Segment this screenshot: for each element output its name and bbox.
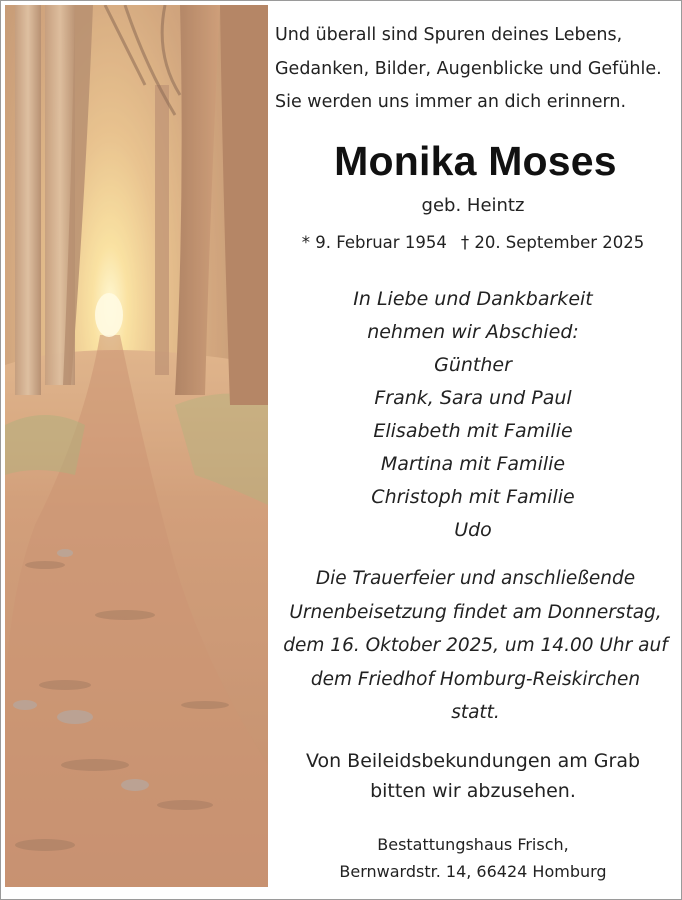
farewell-line: In Liebe und Dankbarkeit xyxy=(353,288,593,310)
life-dates xyxy=(270,229,676,257)
mourner: Frank, Sara und Paul xyxy=(374,387,572,409)
mourner: Christoph mit Familie xyxy=(371,486,575,508)
birth-date: * 9. Februar 1954 xyxy=(301,233,447,252)
notice-text xyxy=(270,1,681,899)
service-line: Die Trauerfeier und anschließende xyxy=(315,568,636,589)
service-line: dem 16. Oktober 2025, um 14.00 Uhr auf xyxy=(283,635,668,656)
motto-line: Gedanken, Bilder, Augenblicke und Gefühle. xyxy=(275,58,662,79)
undertaker-address xyxy=(270,831,676,885)
mourner: Udo xyxy=(454,519,492,541)
service-line: Urnenbeisetzung findet am Donnerstag, xyxy=(289,601,662,623)
mourner: Günther xyxy=(434,354,512,376)
motto-line: Und überall sind Spuren deines Lebens, xyxy=(275,25,623,45)
service-line: statt. xyxy=(451,702,500,723)
undertaker-line: Bestattungshaus Frisch, xyxy=(377,835,569,854)
condolence-line: Von Beileidsbekundungen am Grab xyxy=(305,750,641,772)
funeral-service-info xyxy=(270,562,681,730)
farewell-text xyxy=(270,283,676,349)
mourner: Martina mit Familie xyxy=(380,453,566,475)
memorial-motto xyxy=(275,19,675,120)
motto-line: Sie werden uns immer an dich erinnern. xyxy=(275,92,627,112)
death-date: † 20. September 2025 xyxy=(460,233,645,252)
mourners-list xyxy=(270,349,676,547)
service-line: dem Friedhof Homburg-Reiskirchen xyxy=(310,668,641,690)
undertaker-line: Bernwardstr. 14, 66424 Homburg xyxy=(339,862,607,881)
farewell-line: nehmen wir Abschied: xyxy=(367,321,579,343)
condolence-note xyxy=(270,746,676,806)
birth-name: geb. Heintz xyxy=(421,195,525,216)
forest-path-photo xyxy=(5,5,268,887)
condolence-line: bitten wir abzusehen. xyxy=(370,780,576,802)
mourner: Elisabeth mit Familie xyxy=(373,420,573,442)
deceased-name: Monika Moses xyxy=(334,138,617,184)
